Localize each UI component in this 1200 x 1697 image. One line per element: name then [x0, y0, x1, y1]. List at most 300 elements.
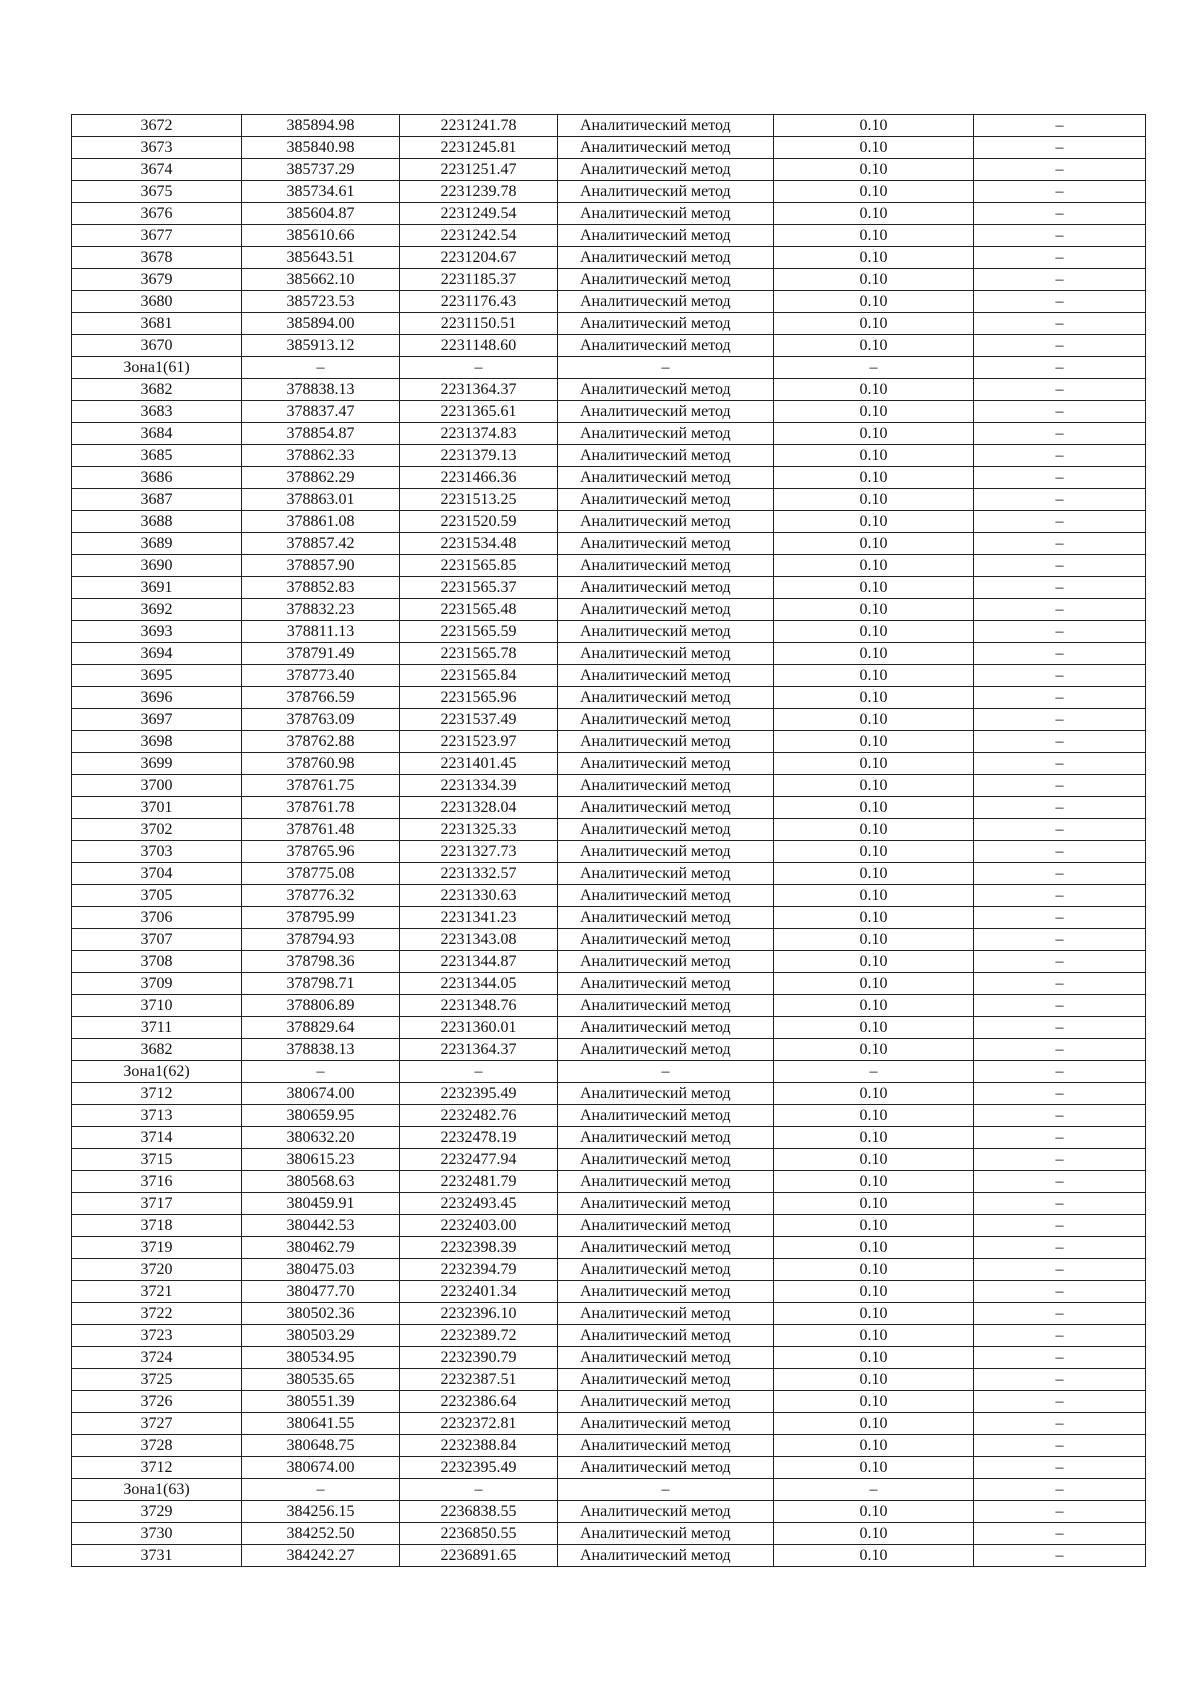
accuracy-cell: 0.10	[774, 1325, 974, 1347]
point-number-cell: 3696	[72, 687, 242, 709]
description-cell: –	[974, 841, 1146, 863]
table-row	[72, 1127, 1146, 1149]
point-number-cell: 3722	[72, 1303, 242, 1325]
table-row	[72, 1039, 1146, 1061]
description-cell: –	[974, 709, 1146, 731]
point-number-cell: 3708	[72, 951, 242, 973]
description-cell: –	[974, 533, 1146, 555]
description-cell: –	[974, 357, 1146, 379]
description-cell: –	[974, 1435, 1146, 1457]
y-coordinate-cell: 2231565.84	[400, 665, 558, 687]
accuracy-cell: 0.10	[774, 1501, 974, 1523]
y-coordinate-cell: 2231360.01	[400, 1017, 558, 1039]
description-cell: –	[974, 1171, 1146, 1193]
point-number-cell: 3723	[72, 1325, 242, 1347]
x-coordinate-cell: 378857.90	[242, 555, 400, 577]
point-number-cell: 3683	[72, 401, 242, 423]
accuracy-cell: 0.10	[774, 1259, 974, 1281]
point-number-cell: 3720	[72, 1259, 242, 1281]
description-cell: –	[974, 1127, 1146, 1149]
description-cell: –	[974, 775, 1146, 797]
accuracy-cell: –	[774, 357, 974, 379]
point-number-cell: 3715	[72, 1149, 242, 1171]
method-cell: Аналитический метод	[558, 1215, 774, 1237]
accuracy-cell: 0.10	[774, 687, 974, 709]
accuracy-cell: 0.10	[774, 1369, 974, 1391]
method-cell: Аналитический метод	[558, 1369, 774, 1391]
description-cell: –	[974, 137, 1146, 159]
table-row	[72, 137, 1146, 159]
description-cell: –	[974, 423, 1146, 445]
x-coordinate-cell: 384242.27	[242, 1545, 400, 1567]
x-coordinate-cell: 380551.39	[242, 1391, 400, 1413]
x-coordinate-cell: 378765.96	[242, 841, 400, 863]
table-row	[72, 1281, 1146, 1303]
accuracy-cell: 0.10	[774, 1193, 974, 1215]
table-row	[72, 731, 1146, 753]
y-coordinate-cell: 2232395.49	[400, 1083, 558, 1105]
point-number-cell: 3700	[72, 775, 242, 797]
y-coordinate-cell: 2231328.04	[400, 797, 558, 819]
accuracy-cell: 0.10	[774, 643, 974, 665]
table-row	[72, 1259, 1146, 1281]
table-row	[72, 1325, 1146, 1347]
description-cell: –	[974, 863, 1146, 885]
method-cell: Аналитический метод	[558, 423, 774, 445]
description-cell: –	[974, 1303, 1146, 1325]
method-cell: Аналитический метод	[558, 819, 774, 841]
description-cell: –	[974, 753, 1146, 775]
accuracy-cell: 0.10	[774, 181, 974, 203]
y-coordinate-cell: 2231534.48	[400, 533, 558, 555]
table-row	[72, 1369, 1146, 1391]
method-cell: Аналитический метод	[558, 203, 774, 225]
accuracy-cell: 0.10	[774, 1545, 974, 1567]
x-coordinate-cell: 378798.36	[242, 951, 400, 973]
y-coordinate-cell: 2231523.97	[400, 731, 558, 753]
method-cell: Аналитический метод	[558, 1149, 774, 1171]
y-coordinate-cell: 2231565.59	[400, 621, 558, 643]
x-coordinate-cell: 380674.00	[242, 1083, 400, 1105]
accuracy-cell: 0.10	[774, 159, 974, 181]
description-cell: –	[974, 951, 1146, 973]
description-cell: –	[974, 731, 1146, 753]
accuracy-cell: 0.10	[774, 467, 974, 489]
point-number-cell: Зона1(61)	[72, 357, 242, 379]
point-number-cell: 3685	[72, 445, 242, 467]
table-row	[72, 1215, 1146, 1237]
table-row	[72, 885, 1146, 907]
table-row	[72, 291, 1146, 313]
accuracy-cell: 0.10	[774, 225, 974, 247]
y-coordinate-cell: 2231334.39	[400, 775, 558, 797]
table-row	[72, 247, 1146, 269]
x-coordinate-cell: 378837.47	[242, 401, 400, 423]
x-coordinate-cell: 380535.65	[242, 1369, 400, 1391]
y-coordinate-cell: 2231565.48	[400, 599, 558, 621]
accuracy-cell: 0.10	[774, 863, 974, 885]
method-cell: Аналитический метод	[558, 1435, 774, 1457]
method-cell: Аналитический метод	[558, 907, 774, 929]
y-coordinate-cell: 2231513.25	[400, 489, 558, 511]
accuracy-cell: –	[774, 1479, 974, 1501]
x-coordinate-cell: 378761.48	[242, 819, 400, 841]
x-coordinate-cell: 378762.88	[242, 731, 400, 753]
method-cell: Аналитический метод	[558, 687, 774, 709]
table-row	[72, 1523, 1146, 1545]
point-number-cell: 3726	[72, 1391, 242, 1413]
y-coordinate-cell: 2231332.57	[400, 863, 558, 885]
point-number-cell: 3673	[72, 137, 242, 159]
accuracy-cell: 0.10	[774, 1017, 974, 1039]
method-cell: Аналитический метод	[558, 885, 774, 907]
description-cell: –	[974, 1347, 1146, 1369]
point-number-cell: 3681	[72, 313, 242, 335]
point-number-cell: 3686	[72, 467, 242, 489]
accuracy-cell: 0.10	[774, 1413, 974, 1435]
method-cell: Аналитический метод	[558, 181, 774, 203]
description-cell: –	[974, 1523, 1146, 1545]
y-coordinate-cell: 2232403.00	[400, 1215, 558, 1237]
point-number-cell: 3697	[72, 709, 242, 731]
table-row	[72, 951, 1146, 973]
x-coordinate-cell: 378794.93	[242, 929, 400, 951]
method-cell: Аналитический метод	[558, 555, 774, 577]
accuracy-cell: 0.10	[774, 665, 974, 687]
description-cell: –	[974, 577, 1146, 599]
point-number-cell: 3702	[72, 819, 242, 841]
y-coordinate-cell: 2232493.45	[400, 1193, 558, 1215]
point-number-cell: 3716	[72, 1171, 242, 1193]
y-coordinate-cell: 2231365.61	[400, 401, 558, 423]
point-number-cell: 3711	[72, 1017, 242, 1039]
description-cell: –	[974, 1039, 1146, 1061]
table-row	[72, 753, 1146, 775]
y-coordinate-cell: 2231565.96	[400, 687, 558, 709]
y-coordinate-cell: 2232477.94	[400, 1149, 558, 1171]
x-coordinate-cell: 378811.13	[242, 621, 400, 643]
x-coordinate-cell: 385894.98	[242, 115, 400, 137]
x-coordinate-cell: 378763.09	[242, 709, 400, 731]
table-row	[72, 775, 1146, 797]
description-cell: –	[974, 379, 1146, 401]
point-number-cell: 3701	[72, 797, 242, 819]
method-cell: Аналитический метод	[558, 1083, 774, 1105]
description-cell: –	[974, 335, 1146, 357]
y-coordinate-cell: 2232478.19	[400, 1127, 558, 1149]
accuracy-cell: 0.10	[774, 489, 974, 511]
method-cell: Аналитический метод	[558, 709, 774, 731]
method-cell: Аналитический метод	[558, 137, 774, 159]
table-row	[72, 643, 1146, 665]
point-number-cell: 3705	[72, 885, 242, 907]
y-coordinate-cell: –	[400, 1479, 558, 1501]
description-cell: –	[974, 1391, 1146, 1413]
method-cell: Аналитический метод	[558, 797, 774, 819]
description-cell: –	[974, 269, 1146, 291]
accuracy-cell: 0.10	[774, 1215, 974, 1237]
point-number-cell: 3670	[72, 335, 242, 357]
description-cell: –	[974, 1281, 1146, 1303]
method-cell: Аналитический метод	[558, 621, 774, 643]
accuracy-cell: 0.10	[774, 555, 974, 577]
point-number-cell: 3675	[72, 181, 242, 203]
method-cell: Аналитический метод	[558, 115, 774, 137]
description-cell: –	[974, 797, 1146, 819]
x-coordinate-cell: 385610.66	[242, 225, 400, 247]
point-number-cell: 3688	[72, 511, 242, 533]
method-cell: Аналитический метод	[558, 489, 774, 511]
table-row	[72, 489, 1146, 511]
method-cell: Аналитический метод	[558, 577, 774, 599]
method-cell: Аналитический метод	[558, 1303, 774, 1325]
table-row	[72, 467, 1146, 489]
description-cell: –	[974, 1105, 1146, 1127]
description-cell: –	[974, 1237, 1146, 1259]
point-number-cell: 3721	[72, 1281, 242, 1303]
description-cell: –	[974, 181, 1146, 203]
point-number-cell: Зона1(63)	[72, 1479, 242, 1501]
table-row	[72, 335, 1146, 357]
y-coordinate-cell: 2231348.76	[400, 995, 558, 1017]
accuracy-cell: 0.10	[774, 731, 974, 753]
y-coordinate-cell: 2236891.65	[400, 1545, 558, 1567]
table-row	[72, 313, 1146, 335]
point-number-cell: 3718	[72, 1215, 242, 1237]
y-coordinate-cell: 2231245.81	[400, 137, 558, 159]
table-row	[72, 1501, 1146, 1523]
table-row	[72, 445, 1146, 467]
description-cell: –	[974, 1325, 1146, 1347]
table-row	[72, 1105, 1146, 1127]
y-coordinate-cell: 2231330.63	[400, 885, 558, 907]
x-coordinate-cell: 380475.03	[242, 1259, 400, 1281]
accuracy-cell: 0.10	[774, 907, 974, 929]
x-coordinate-cell: 380648.75	[242, 1435, 400, 1457]
table-row	[72, 709, 1146, 731]
accuracy-cell: 0.10	[774, 621, 974, 643]
y-coordinate-cell: 2232388.84	[400, 1435, 558, 1457]
x-coordinate-cell: 380534.95	[242, 1347, 400, 1369]
point-number-cell: 3719	[72, 1237, 242, 1259]
x-coordinate-cell: 378832.23	[242, 599, 400, 621]
accuracy-cell: 0.10	[774, 1281, 974, 1303]
table-row	[72, 1083, 1146, 1105]
coordinates-table-body	[72, 115, 1146, 1567]
accuracy-cell: 0.10	[774, 1435, 974, 1457]
accuracy-cell: 0.10	[774, 533, 974, 555]
x-coordinate-cell: 380641.55	[242, 1413, 400, 1435]
x-coordinate-cell: 378773.40	[242, 665, 400, 687]
table-row	[72, 929, 1146, 951]
accuracy-cell: 0.10	[774, 775, 974, 797]
accuracy-cell: 0.10	[774, 401, 974, 423]
y-coordinate-cell: 2231204.67	[400, 247, 558, 269]
description-cell: –	[974, 159, 1146, 181]
point-number-cell: 3713	[72, 1105, 242, 1127]
method-cell: Аналитический метод	[558, 247, 774, 269]
y-coordinate-cell: 2232386.64	[400, 1391, 558, 1413]
accuracy-cell: 0.10	[774, 753, 974, 775]
x-coordinate-cell: 385662.10	[242, 269, 400, 291]
x-coordinate-cell: 378863.01	[242, 489, 400, 511]
description-cell: –	[974, 291, 1146, 313]
y-coordinate-cell: 2232481.79	[400, 1171, 558, 1193]
y-coordinate-cell: 2231249.54	[400, 203, 558, 225]
y-coordinate-cell: 2231565.85	[400, 555, 558, 577]
y-coordinate-cell: –	[400, 357, 558, 379]
y-coordinate-cell: 2231343.08	[400, 929, 558, 951]
table-row	[72, 1237, 1146, 1259]
table-row	[72, 819, 1146, 841]
method-cell: Аналитический метод	[558, 379, 774, 401]
description-cell: –	[974, 115, 1146, 137]
description-cell: –	[974, 247, 1146, 269]
y-coordinate-cell: 2231364.37	[400, 379, 558, 401]
point-number-cell: 3690	[72, 555, 242, 577]
coordinates-table	[71, 114, 1146, 1567]
description-cell: –	[974, 1215, 1146, 1237]
table-row	[72, 203, 1146, 225]
x-coordinate-cell: –	[242, 1479, 400, 1501]
method-cell: Аналитический метод	[558, 995, 774, 1017]
table-row	[72, 1017, 1146, 1039]
x-coordinate-cell: 378791.49	[242, 643, 400, 665]
accuracy-cell: 0.10	[774, 1039, 974, 1061]
y-coordinate-cell: 2231242.54	[400, 225, 558, 247]
x-coordinate-cell: 378857.42	[242, 533, 400, 555]
table-row	[72, 401, 1146, 423]
description-cell: –	[974, 1259, 1146, 1281]
x-coordinate-cell: 378806.89	[242, 995, 400, 1017]
description-cell: –	[974, 665, 1146, 687]
x-coordinate-cell: 380615.23	[242, 1149, 400, 1171]
y-coordinate-cell: 2232401.34	[400, 1281, 558, 1303]
x-coordinate-cell: 378862.29	[242, 467, 400, 489]
point-number-cell: 3691	[72, 577, 242, 599]
method-cell: –	[558, 1479, 774, 1501]
accuracy-cell: 0.10	[774, 1391, 974, 1413]
y-coordinate-cell: 2231565.78	[400, 643, 558, 665]
method-cell: Аналитический метод	[558, 863, 774, 885]
y-coordinate-cell: 2231364.37	[400, 1039, 558, 1061]
table-row	[72, 533, 1146, 555]
accuracy-cell: 0.10	[774, 1347, 974, 1369]
point-number-cell: 3680	[72, 291, 242, 313]
method-cell: Аналитический метод	[558, 401, 774, 423]
method-cell: Аналитический метод	[558, 1193, 774, 1215]
point-number-cell: 3698	[72, 731, 242, 753]
accuracy-cell: 0.10	[774, 1457, 974, 1479]
y-coordinate-cell: –	[400, 1061, 558, 1083]
description-cell: –	[974, 203, 1146, 225]
accuracy-cell: 0.10	[774, 1171, 974, 1193]
point-number-cell: 3692	[72, 599, 242, 621]
point-number-cell: 3687	[72, 489, 242, 511]
accuracy-cell: 0.10	[774, 137, 974, 159]
x-coordinate-cell: 385840.98	[242, 137, 400, 159]
description-cell: –	[974, 1061, 1146, 1083]
point-number-cell: 3714	[72, 1127, 242, 1149]
description-cell: –	[974, 907, 1146, 929]
description-cell: –	[974, 1369, 1146, 1391]
x-coordinate-cell: 378862.33	[242, 445, 400, 467]
y-coordinate-cell: 2232372.81	[400, 1413, 558, 1435]
accuracy-cell: 0.10	[774, 995, 974, 1017]
method-cell: –	[558, 1061, 774, 1083]
x-coordinate-cell: 384256.15	[242, 1501, 400, 1523]
accuracy-cell: 0.10	[774, 599, 974, 621]
method-cell: Аналитический метод	[558, 951, 774, 973]
method-cell: Аналитический метод	[558, 775, 774, 797]
table-row	[72, 555, 1146, 577]
table-row	[72, 115, 1146, 137]
method-cell: Аналитический метод	[558, 599, 774, 621]
x-coordinate-cell: 378852.83	[242, 577, 400, 599]
accuracy-cell: 0.10	[774, 885, 974, 907]
y-coordinate-cell: 2231565.37	[400, 577, 558, 599]
x-coordinate-cell: 378838.13	[242, 379, 400, 401]
point-number-cell: 3679	[72, 269, 242, 291]
accuracy-cell: 0.10	[774, 841, 974, 863]
x-coordinate-cell: 385643.51	[242, 247, 400, 269]
description-cell: –	[974, 1083, 1146, 1105]
table-row	[72, 1347, 1146, 1369]
x-coordinate-cell: 378776.32	[242, 885, 400, 907]
x-coordinate-cell: 385723.53	[242, 291, 400, 313]
table-row	[72, 797, 1146, 819]
table-row	[72, 577, 1146, 599]
y-coordinate-cell: 2231374.83	[400, 423, 558, 445]
y-coordinate-cell: 2231325.33	[400, 819, 558, 841]
accuracy-cell: 0.10	[774, 335, 974, 357]
method-cell: Аналитический метод	[558, 467, 774, 489]
description-cell: –	[974, 885, 1146, 907]
point-number-cell: 3672	[72, 115, 242, 137]
method-cell: Аналитический метод	[558, 665, 774, 687]
accuracy-cell: 0.10	[774, 313, 974, 335]
point-number-cell: 3724	[72, 1347, 242, 1369]
table-row	[72, 841, 1146, 863]
method-cell: Аналитический метод	[558, 1523, 774, 1545]
x-coordinate-cell: 380659.95	[242, 1105, 400, 1127]
x-coordinate-cell: 378775.08	[242, 863, 400, 885]
point-number-cell: 3707	[72, 929, 242, 951]
y-coordinate-cell: 2232390.79	[400, 1347, 558, 1369]
x-coordinate-cell: 380502.36	[242, 1303, 400, 1325]
accuracy-cell: 0.10	[774, 291, 974, 313]
method-cell: Аналитический метод	[558, 335, 774, 357]
method-cell: Аналитический метод	[558, 973, 774, 995]
method-cell: Аналитический метод	[558, 445, 774, 467]
x-coordinate-cell: 378761.78	[242, 797, 400, 819]
x-coordinate-cell: 378798.71	[242, 973, 400, 995]
table-row	[72, 995, 1146, 1017]
x-coordinate-cell: 380568.63	[242, 1171, 400, 1193]
accuracy-cell: 0.10	[774, 1523, 974, 1545]
point-number-cell: 3728	[72, 1435, 242, 1457]
y-coordinate-cell: 2231520.59	[400, 511, 558, 533]
description-cell: –	[974, 555, 1146, 577]
x-coordinate-cell: 385604.87	[242, 203, 400, 225]
accuracy-cell: 0.10	[774, 1083, 974, 1105]
x-coordinate-cell: 378761.75	[242, 775, 400, 797]
table-row	[72, 1061, 1146, 1083]
x-coordinate-cell: 380477.70	[242, 1281, 400, 1303]
y-coordinate-cell: 2231327.73	[400, 841, 558, 863]
description-cell: –	[974, 225, 1146, 247]
x-coordinate-cell: 380462.79	[242, 1237, 400, 1259]
